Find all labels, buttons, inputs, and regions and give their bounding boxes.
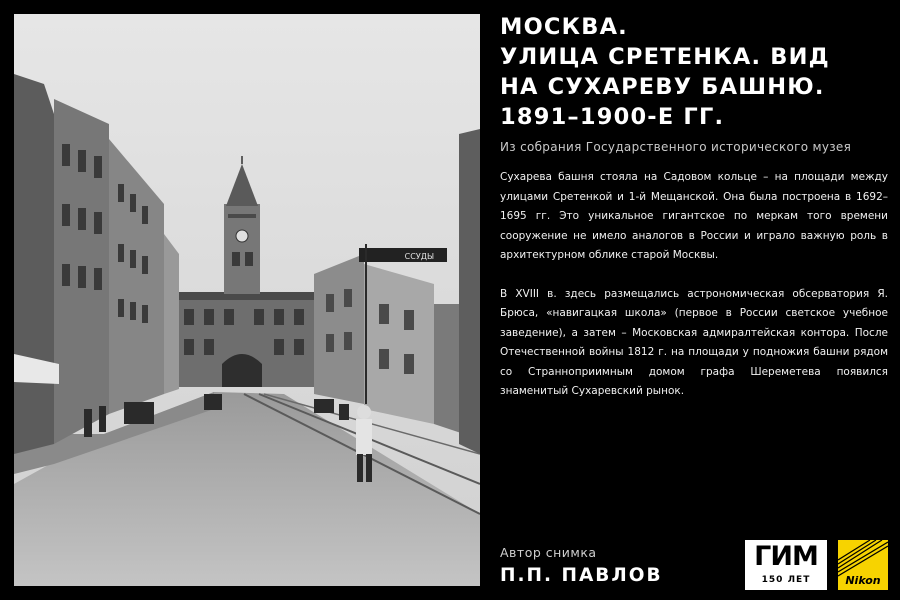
subtitle: Из собрания Государственного исторического музея	[500, 140, 852, 154]
gim-logo	[745, 540, 827, 590]
historic-photo	[14, 14, 480, 586]
title-line: УЛИЦА СРЕТЕНКА. ВИД	[500, 44, 830, 70]
author-label: Автор снимка	[500, 545, 597, 560]
title-line: МОСКВА.	[500, 14, 628, 40]
gim-logo-subtext: 150 ЛЕТ	[761, 575, 811, 585]
title-line: 1891–1900-Е ГГ.	[500, 104, 725, 130]
nikon-logo	[838, 540, 888, 590]
title-line: НА СУХАРЕВУ БАШНЮ.	[500, 74, 825, 100]
paragraph: Сухарева башня стояла на Садовом кольце – на площади между улицами Сретенкой и 1-й Мещанской. Она была построена в 1692–1695 гг. Это уникальное гигантское по меркам того времени сооружение не имело аналогов в России и играло важную роль в архитектурном облике старой Москвы.	[500, 171, 888, 261]
page-title	[500, 12, 888, 132]
shop-sign-text: ССУДЫ	[404, 252, 434, 261]
text-panel	[500, 12, 888, 402]
gim-logo-text: ГИМ	[754, 541, 818, 572]
nikon-logo-text: Nikon	[845, 574, 881, 587]
paragraph: В XVIII в. здесь размещались астрономическая обсерватория Я. Брюса, «навигацкая школа» (первое в России светское учебное заведение), а затем – Московская адмиралтейская контора. После Отечественной войны 1812 г. на площади у подножия башни рядом со Странноприимным домом графа Шереметева появился знаменитый Сухаревский рынок.	[500, 287, 888, 397]
street-scene-icon	[14, 14, 480, 586]
author-name: П.П. ПАВЛОВ	[500, 565, 663, 586]
author-block	[500, 545, 663, 586]
